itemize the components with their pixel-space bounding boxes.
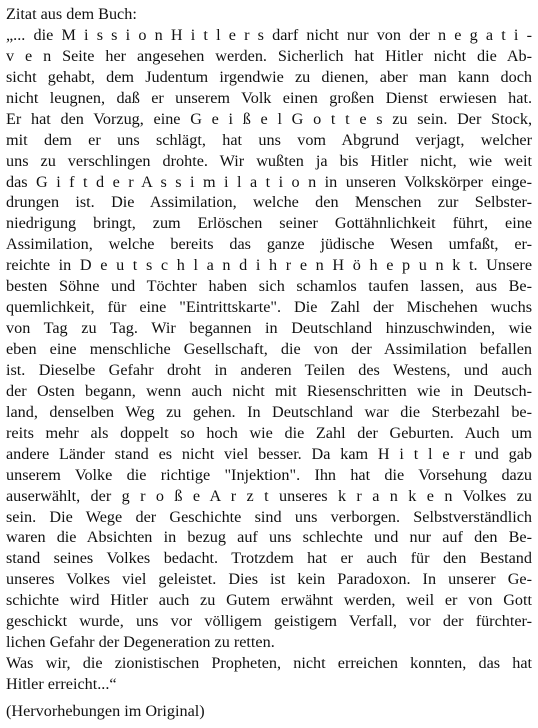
quote-line: schichte wird Hitler auch zu Gutem erwähnt werden, weil er von Gott [6,591,532,610]
quote-line: stand seines Volkes bedacht. Trotzdem hat er auch für den Bestand [6,549,532,568]
quote-line: der Osten begann, wenn auch nicht mit Riesenschritten wie in Deutsch- [6,381,532,400]
quote-line: waren die Absichten in bezug auf uns schlechte und nur auf den Be- [6,528,532,547]
quote-line: quemlichkeit, für eine "Eintrittskarte". Die Zahl der Mischehen wuchs [6,298,532,317]
quote-line: besten Söhne und Töchter haben sich schamlos taufen lassen, aus Be- [6,277,532,296]
quote-line: Assimilation, welche bereits das ganze jüdische Wesen umfaßt, er- [6,235,532,254]
quote-line: auserwählt, der g r o ß e A r z t unseres k r a n k e n Volkes zu [6,486,532,505]
quote-line: unserem Volke die richtige "Injektion". Ihn hat die Vorsehung dazu [6,465,532,484]
quote-line: mit dem er uns schlägt, hat uns vom Abgrund verjagt, welcher [6,130,532,149]
quote-line: niedrigung bringt, zum Erlöschen seiner Gottähnlichkeit führt, eine [6,214,532,233]
quote-line: reits mehr als doppelt so hoch wie die Zahl der Geburten. Auch um [6,423,532,442]
quote-line: reichte in D e u t s c h l a n d i h r e n H ö h e p u n k t. Unsere [6,256,532,275]
closing-line: Hitler erreicht...“ [6,675,117,693]
quote-line: eben eine menschliche Gesellschaft, die von der Assimilation befallen [6,340,532,358]
quote-line: nicht leugnen, daß er unserem Volk einen großen Dienst erwiesen hat. [6,88,532,107]
quote-line: drungen ist. Die Assimilation, welche den Menschen zur Selbster- [6,193,532,212]
quote-line: unseres Volkes viel geleistet. Dies ist kein Paradoxon. In unserer Ge- [6,570,532,589]
quote-line: land, denselben Weg zu gehen. In Deutschland war die Sterbezahl be- [6,402,532,421]
quote-line: uns zu verschlingen drohte. Wir wußten ja bis Hitler nicht, wie weit [6,151,532,170]
quote-line: Er hat den Vorzug, eine G e i ß e l G o t t e s zu sein. Der Stock, [6,109,532,128]
quote-line: andere Länder stand es nicht viel besser. Da kam H i t l e r und gab [6,444,532,463]
quote-line: geschickt wurde, uns vor völligem geistigem Verfall, vor der fürchter- [6,612,532,631]
quote-line: von Tag zu Tag. Wir begannen in Deutschland hinzuschwinden, wie [6,319,532,338]
quote-block [6,25,532,653]
emphasis-note: (Hervorhebungen im Original) [6,701,205,720]
quote-line: sein. Die Wege der Geschichte sind uns verborgen. Selbstverständlich [6,507,532,526]
quote-line: v e n Seite her angesehen werden. Sicherlich hat Hitler nicht die Ab- [6,46,532,65]
closing-line: Was wir, die zionistischen Propheten, nicht erreichen konnten, das hat [6,654,532,673]
quote-line: das G i f t d e r A s s i m i l a t i o n in unseren Volkskörper einge- [6,172,532,191]
quote-line: lichen Gefahr der Degeneration zu retten. [6,633,275,652]
document-heading: Zitat aus dem Buch: [6,5,137,23]
quote-line: sicht gehabt, dem Judentum irgendwie zu dienen, aber man kann doch [6,67,532,86]
quote-line: „... die M i s s i o n H i t l e r s darf nicht nur von der n e g a t i - [6,25,532,44]
closing-block [6,653,532,695]
quote-line: ist. Dieselbe Gefahr droht in anderen Teilen des Westens, und auch [6,360,532,379]
